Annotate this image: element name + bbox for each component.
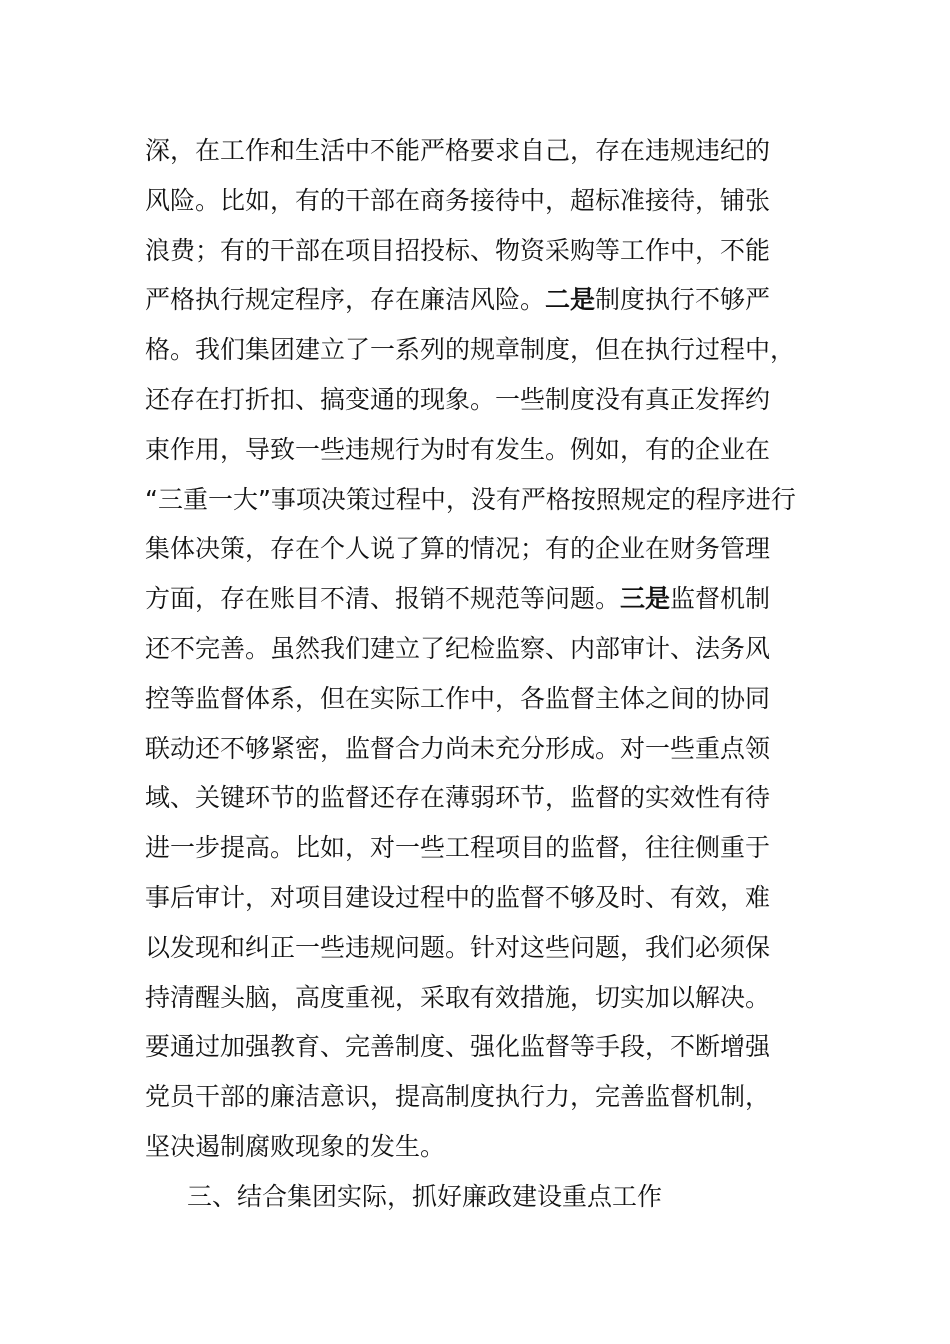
text-line: 党员干部的廉洁意识，提高制度执行力，完善监督机制， <box>145 1082 771 1112</box>
text-line: 方面，存在账目不清、报销不规范等问题。三是监督机制 <box>145 584 771 614</box>
text-line: 持清醒头脑，高度重视，采取有效措施，切实加以解决。 <box>145 982 771 1012</box>
text-line: 还存在打折扣、搞变通的现象。一些制度没有真正发挥约 <box>145 384 771 414</box>
text-line: 还不完善。虽然我们建立了纪检监察、内部审计、法务风 <box>145 633 771 663</box>
text-line: 束作用，导致一些违规行为时有发生。例如，有的企业在 <box>145 434 771 464</box>
text-line: 浪费；有的干部在项目招投标、物资采购等工作中，不能 <box>145 235 771 265</box>
text-line: 风险。比如，有的干部在商务接待中，超标准接待，铺张 <box>145 185 771 215</box>
text-line: “三重一大”事项决策过程中，没有严格按照规定的程序进行 <box>145 484 796 514</box>
text-line: 联动还不够紧密，监督合力尚未充分形成。对一些重点领 <box>145 733 771 763</box>
bold-marker-third: 三是 <box>620 584 671 614</box>
text-line: 事后审计，对项目建设过程中的监督不够及时、有效，难 <box>145 882 771 912</box>
text-line: 域、关键环节的监督还存在薄弱环节，监督的实效性有待 <box>145 783 771 813</box>
text-line: 深，在工作和生活中不能严格要求自己，存在违规违纪的 <box>145 136 771 165</box>
section-heading: 三、结合集团实际，抓好廉政建设重点工作 <box>187 1182 663 1211</box>
text-line: 要通过加强教育、完善制度、强化监督等手段，不断增强 <box>145 1032 771 1062</box>
bold-marker-second: 二是 <box>545 285 596 315</box>
text-line: 集体决策，存在个人说了算的情况；有的企业在财务管理 <box>145 534 771 564</box>
text-line: 以发现和纠正一些违规问题。针对这些问题，我们必须保 <box>145 932 771 962</box>
body-paragraph <box>145 126 817 1172</box>
text-line: 坚决遏制腐败现象的发生。 <box>145 1131 446 1161</box>
text-line: 严格执行规定程序，存在廉洁风险。二是制度执行不够严 <box>145 285 771 315</box>
text-line: 格。我们集团建立了一系列的规章制度，但在执行过程中， <box>145 335 796 365</box>
text-line: 进一步提高。比如，对一些工程项目的监督，往往侧重于 <box>145 833 771 863</box>
text-line: 控等监督体系，但在实际工作中，各监督主体之间的协同 <box>145 683 771 713</box>
